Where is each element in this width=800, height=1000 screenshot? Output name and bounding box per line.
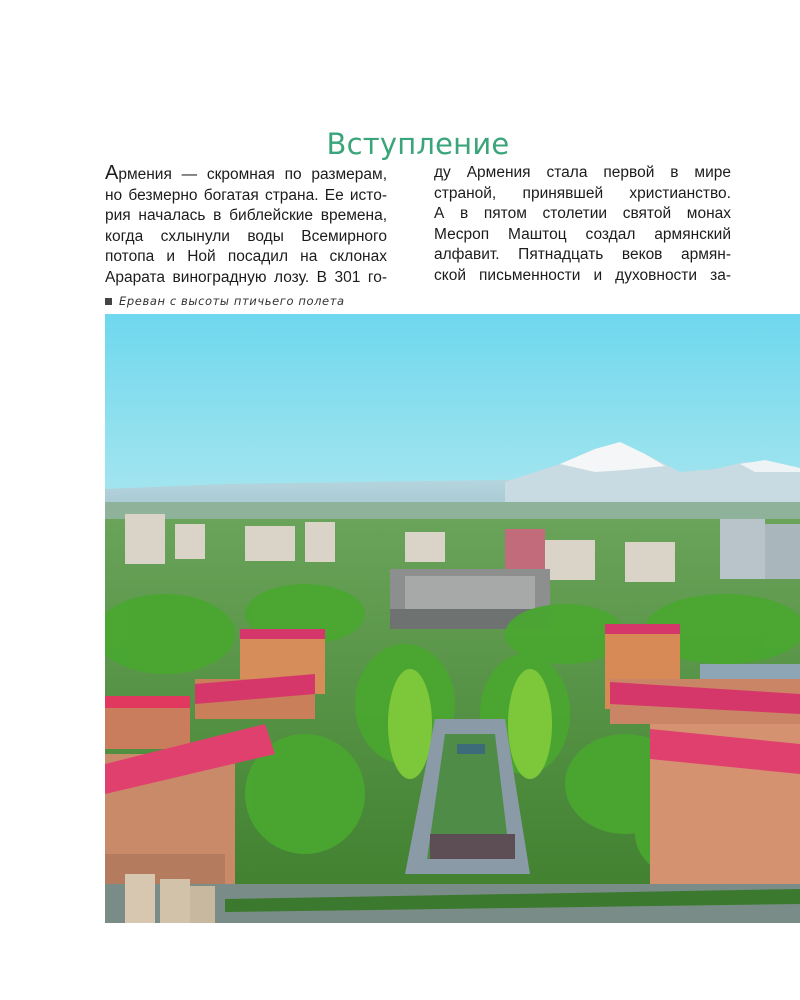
text-line: рия началась в библейские времена,: [105, 207, 387, 224]
caption-bullet-icon: [105, 298, 112, 305]
text-column-right: [434, 163, 731, 286]
text-line: Месроп Маштоц создал армянский: [434, 225, 731, 243]
caption-text: Ереван с высоты птичьего полета: [119, 294, 345, 308]
yerevan-aerial-illustration: [105, 314, 800, 923]
drop-cap: А: [105, 162, 119, 184]
text-line: когда схлынули воды Всемирного: [105, 227, 387, 245]
text-line: А в пятом столетии святой монах: [434, 205, 731, 222]
text-line: ду Армения стала первой в мире: [434, 164, 731, 181]
page-title: Вступление: [326, 127, 510, 162]
text-line: но безмерно богатая страна. Ее исто-: [105, 186, 387, 204]
city-photo: [105, 314, 800, 923]
photo-caption: [105, 294, 345, 308]
text-line: Армения — скромная по размерам,: [105, 162, 387, 184]
text-line: Арарата виноградную лозу. В 301 го-: [105, 268, 387, 286]
text-column-left: [105, 163, 387, 288]
text-line: ской письменности и духовности за-: [434, 266, 731, 284]
text-line: страной, принявшей христианство.: [434, 184, 731, 202]
text-line: потопа и Ной посадил на склонах: [105, 248, 387, 265]
text-line: алфавит. Пятнадцать веков армян-: [434, 246, 731, 263]
